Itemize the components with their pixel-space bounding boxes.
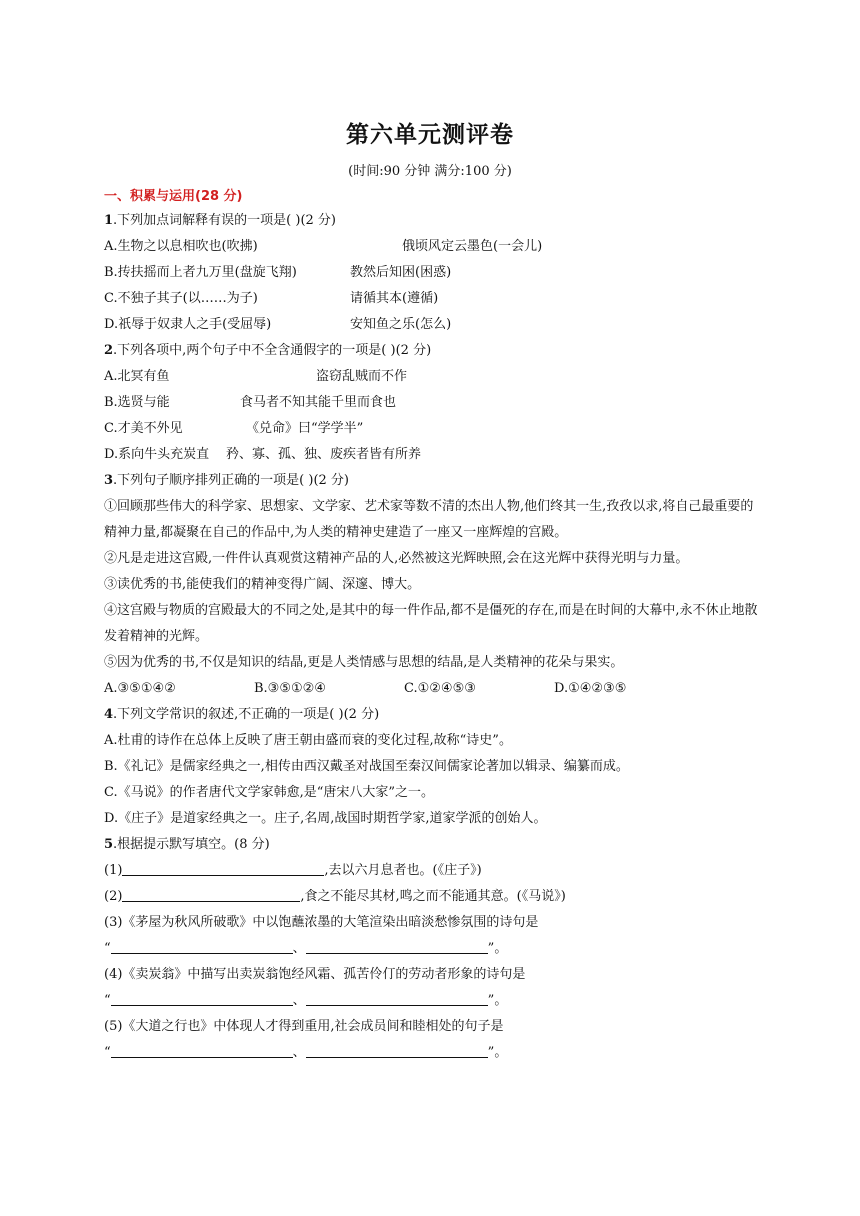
- open-quote: “: [104, 993, 111, 1008]
- option-a: B.抟扶摇而上者九万里(盘旋飞翔): [104, 265, 297, 280]
- option-b: 请循其本(遵循): [350, 291, 439, 306]
- option-row: [104, 312, 764, 338]
- option-d: D.《庄子》是道家经典之一。庄子,名周,战国时期哲学家,道家学派的创始人。: [104, 811, 547, 826]
- separator: 、: [292, 941, 306, 956]
- option-a: C.不独子其子(以……为子): [104, 291, 258, 306]
- question-number: 2: [104, 343, 114, 358]
- option-row: [104, 234, 764, 260]
- answer-blank[interactable]: [306, 1043, 488, 1058]
- sentence-4: ④这宫殿与物质的宫殿最大的不同之处,是其中的每一件作品,都不是僵死的存在,而是在时间的大幕中,永不休止地散发着精神的光辉。: [104, 603, 758, 644]
- page-title: 第六单元测评卷: [346, 122, 514, 148]
- item-label: (2): [104, 889, 123, 904]
- answer-blank[interactable]: [122, 887, 300, 902]
- question-number: 1: [104, 213, 114, 228]
- option-a: C.才美不外见: [104, 421, 183, 436]
- exam-content: [104, 186, 764, 1066]
- answer-choices: [104, 676, 764, 702]
- answer-blank[interactable]: [111, 939, 293, 954]
- sentence-5: ⑤因为优秀的书,不仅是知识的结晶,更是人类情感与思想的结晶,是人类精神的花朵与果实。: [104, 655, 624, 670]
- choice-c: C.①②④⑤③: [404, 681, 476, 696]
- answer-blank[interactable]: [122, 861, 324, 876]
- item-text: ,去以六月息者也。(《庄子》): [324, 863, 482, 878]
- item-text: ,食之不能尽其材,鸣之而不能通其意。(《马说》): [300, 889, 566, 904]
- option-b: 《兑命》曰“学学半”: [246, 421, 364, 436]
- close-quote: ”。: [487, 941, 508, 956]
- answer-blank[interactable]: [111, 991, 293, 1006]
- fill-item-4-prompt: (4)《卖炭翁》中描写出卖炭翁饱经风霜、孤苦伶仃的劳动者形象的诗句是: [104, 967, 526, 982]
- question-number: 3: [104, 473, 114, 488]
- question-4-stem: [104, 702, 764, 728]
- choice-a: A.③⑤①④②: [104, 681, 176, 696]
- question-number: 5: [104, 837, 114, 852]
- question-number: 4: [104, 707, 114, 722]
- answer-blank[interactable]: [306, 939, 488, 954]
- item-label: (1): [104, 863, 123, 878]
- sentence-2: ②凡是走进这宫殿,一件件认真观赏这精神产品的人,必然被这光辉映照,会在这光辉中获得光明与力量。: [104, 551, 689, 566]
- open-quote: “: [104, 1045, 111, 1060]
- option-b: 盗窃乱贼而不作: [316, 369, 408, 384]
- question-text: .根据提示默写填空。(8 分): [113, 837, 270, 852]
- question-text: .下列文学常识的叙述,不正确的一项是( )(2 分): [113, 707, 380, 722]
- option-row: [104, 260, 764, 286]
- separator: 、: [292, 1045, 306, 1060]
- fill-item-1: [104, 858, 764, 884]
- answer-blank[interactable]: [306, 991, 488, 1006]
- fill-item-5-answer: [104, 1040, 764, 1066]
- fill-item-3-prompt: (3)《茅屋为秋风所破歌》中以饱蘸浓墨的大笔渲染出暗淡愁惨氛围的诗句是: [104, 915, 539, 930]
- question-text: .下列句子顺序排列正确的一项是( )(2 分): [113, 473, 350, 488]
- option-a: A.北冥有鱼: [104, 369, 170, 384]
- question-1-stem: [104, 208, 764, 234]
- fill-item-2: [104, 884, 764, 910]
- option-row: [104, 416, 764, 442]
- option-a: D.祇辱于奴隶人之手(受屈辱): [104, 317, 272, 332]
- option-b: 食马者不知其能千里而食也: [240, 395, 397, 410]
- question-2-stem: [104, 338, 764, 364]
- choice-d: D.①④②③⑤: [554, 681, 627, 696]
- option-b: 教然后知困(困惑): [350, 265, 452, 280]
- option-b: 矜、寡、孤、独、废疾者皆有所养: [226, 447, 422, 462]
- option-row: [104, 364, 764, 390]
- option-b: 俄顷风定云墨色(一会儿): [402, 239, 543, 254]
- fill-item-4-answer: [104, 988, 764, 1014]
- section-heading: 一、积累与运用(28 分): [104, 189, 243, 204]
- close-quote: ”。: [487, 993, 508, 1008]
- fill-item-5-prompt: (5)《大道之行也》中体现人才得到重用,社会成员间和睦相处的句子是: [104, 1019, 504, 1034]
- question-text: .下列加点词解释有误的一项是( )(2 分): [113, 213, 337, 228]
- option-b: B.《礼记》是儒家经典之一,相传由西汉戴圣对战国至秦汉间儒家论著加以辑录、编纂而成。: [104, 759, 629, 774]
- option-row: [104, 442, 764, 468]
- question-3-stem: [104, 468, 764, 494]
- option-a: D.系向牛头充炭直: [104, 447, 210, 462]
- option-a: A.生物之以息相吹也(吹拂): [104, 239, 258, 254]
- answer-blank[interactable]: [111, 1043, 293, 1058]
- option-row: [104, 390, 764, 416]
- option-row: [104, 286, 764, 312]
- option-b: 安知鱼之乐(怎么): [350, 317, 452, 332]
- open-quote: “: [104, 941, 111, 956]
- fill-item-3-answer: [104, 936, 764, 962]
- option-a: A.杜甫的诗作在总体上反映了唐王朝由盛而衰的变化过程,故称“诗史”。: [104, 733, 512, 748]
- sentence-1: ①回顾那些伟大的科学家、思想家、文学家、艺术家等数不清的杰出人物,他们终其一生,孜孜以求,将自己最重要的精神力量,都凝聚在自己的作品中,为人类的精神史建造了一座又一座辉煌的宫殿。: [104, 499, 754, 540]
- question-text: .下列各项中,两个句子中不全含通假字的一项是( )(2 分): [113, 343, 432, 358]
- choice-b: B.③⑤①②④: [254, 681, 326, 696]
- separator: 、: [292, 993, 306, 1008]
- question-5-stem: [104, 832, 764, 858]
- sentence-3: ③读优秀的书,能使我们的精神变得广阔、深邃、博大。: [104, 577, 421, 592]
- option-c: C.《马说》的作者唐代文学家韩愈,是“唐宋八大家”之一。: [104, 785, 435, 800]
- option-a: B.选贤与能: [104, 395, 170, 410]
- close-quote: ”。: [487, 1045, 508, 1060]
- exam-info: (时间:90 分钟 满分:100 分): [348, 164, 512, 179]
